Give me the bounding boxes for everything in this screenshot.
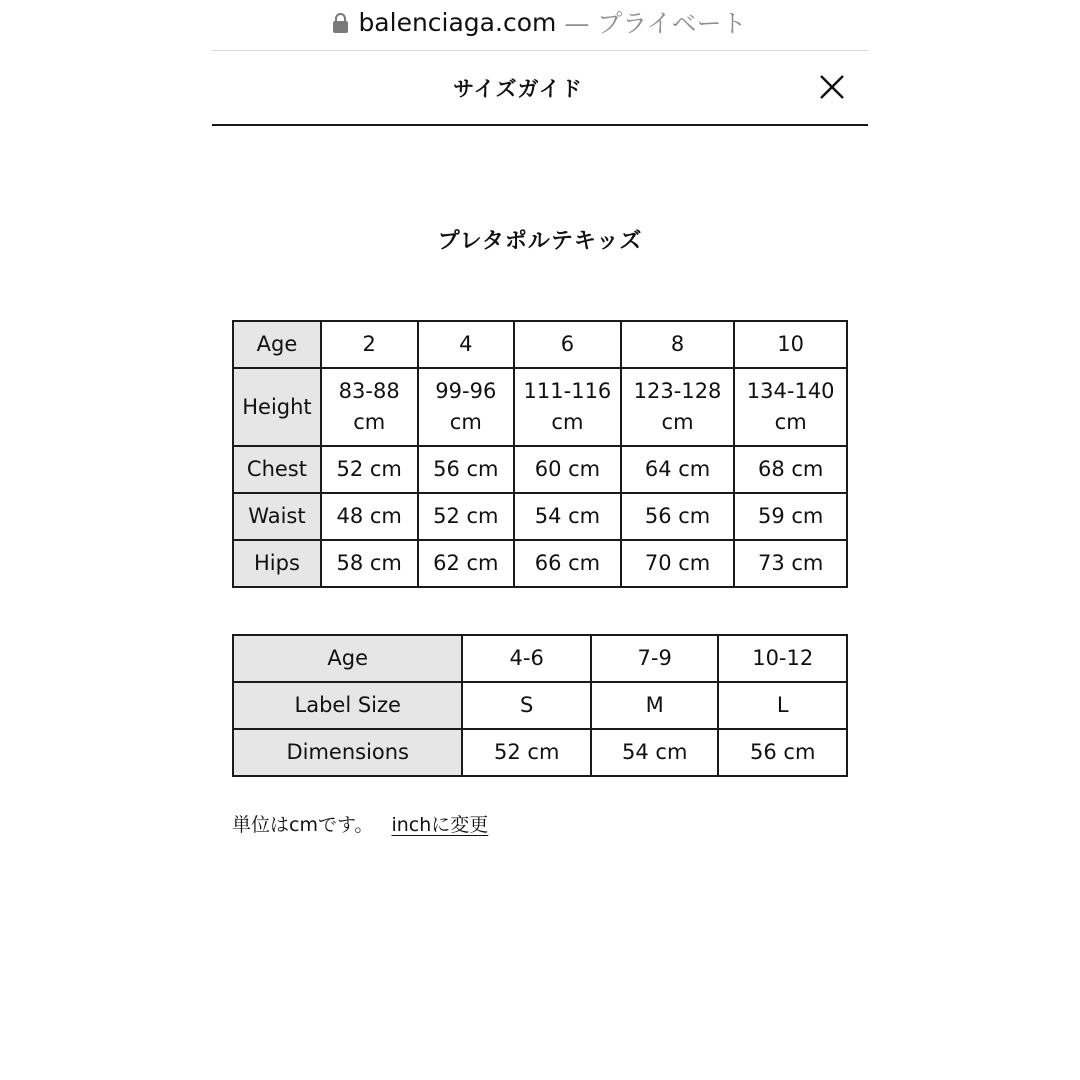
row-header: Hips xyxy=(233,540,321,587)
accessory-size-table xyxy=(232,634,848,777)
table-cell: 7-9 xyxy=(591,635,719,682)
row-header: Age xyxy=(233,321,321,368)
table-cell: 70 cm xyxy=(621,540,735,587)
lock-icon xyxy=(333,13,348,33)
table-cell: 4-6 xyxy=(462,635,591,682)
table-cell: 54 cm xyxy=(591,729,719,776)
row-header: Dimensions xyxy=(233,729,462,776)
table-cell: 66 cm xyxy=(514,540,621,587)
table-row xyxy=(233,321,847,368)
row-header: Age xyxy=(233,635,462,682)
table-cell: 64 cm xyxy=(621,446,735,493)
table-cell: 4 xyxy=(418,321,515,368)
row-header: Chest xyxy=(233,446,321,493)
kids-size-table xyxy=(232,320,848,588)
change-to-inch-link[interactable]: inchに変更 xyxy=(391,814,489,836)
table-cell: 52 cm xyxy=(321,446,418,493)
table-cell: 68 cm xyxy=(734,446,847,493)
table-cell: 73 cm xyxy=(734,540,847,587)
table-cell: M xyxy=(591,682,719,729)
table-cell: L xyxy=(718,682,847,729)
unit-note-text: 単位はcmです。 xyxy=(232,814,374,836)
row-header: Waist xyxy=(233,493,321,540)
table-cell: 6 xyxy=(514,321,621,368)
row-header: Height xyxy=(233,368,321,446)
table-cell: 123-128 cm xyxy=(621,368,735,446)
table-row xyxy=(233,368,847,446)
table-row xyxy=(233,446,847,493)
table-cell: 62 cm xyxy=(418,540,515,587)
table-row xyxy=(233,729,847,776)
table-cell: 111-116 cm xyxy=(514,368,621,446)
table-row xyxy=(233,635,847,682)
table-cell: 48 cm xyxy=(321,493,418,540)
url-domain: balenciaga.com xyxy=(358,7,557,37)
table-cell: 83-88 cm xyxy=(321,368,418,446)
table-cell: 59 cm xyxy=(734,493,847,540)
modal-title: サイズガイド xyxy=(453,77,583,101)
modal-header xyxy=(212,51,868,126)
table-cell: 2 xyxy=(321,321,418,368)
private-mode-label: — プライベート xyxy=(564,9,747,38)
unit-note xyxy=(232,810,488,837)
table-cell: 52 cm xyxy=(462,729,591,776)
section-title: プレタポルテキッズ xyxy=(437,229,643,254)
table-cell: 99-96 cm xyxy=(418,368,515,446)
table-cell: 58 cm xyxy=(321,540,418,587)
table-cell: 54 cm xyxy=(514,493,621,540)
table-cell: 60 cm xyxy=(514,446,621,493)
table-cell: 134-140 cm xyxy=(734,368,847,446)
table-cell: 56 cm xyxy=(418,446,515,493)
table-row xyxy=(233,540,847,587)
row-header: Label Size xyxy=(233,682,462,729)
table-cell: 52 cm xyxy=(418,493,515,540)
table-cell: 10-12 xyxy=(718,635,847,682)
close-icon[interactable] xyxy=(818,73,846,101)
browser-address-bar[interactable] xyxy=(0,0,1080,44)
table-cell: S xyxy=(462,682,591,729)
table-cell: 8 xyxy=(621,321,735,368)
table-cell: 10 xyxy=(734,321,847,368)
table-cell: 56 cm xyxy=(621,493,735,540)
table-row xyxy=(233,493,847,540)
table-row xyxy=(233,682,847,729)
table-cell: 56 cm xyxy=(718,729,847,776)
